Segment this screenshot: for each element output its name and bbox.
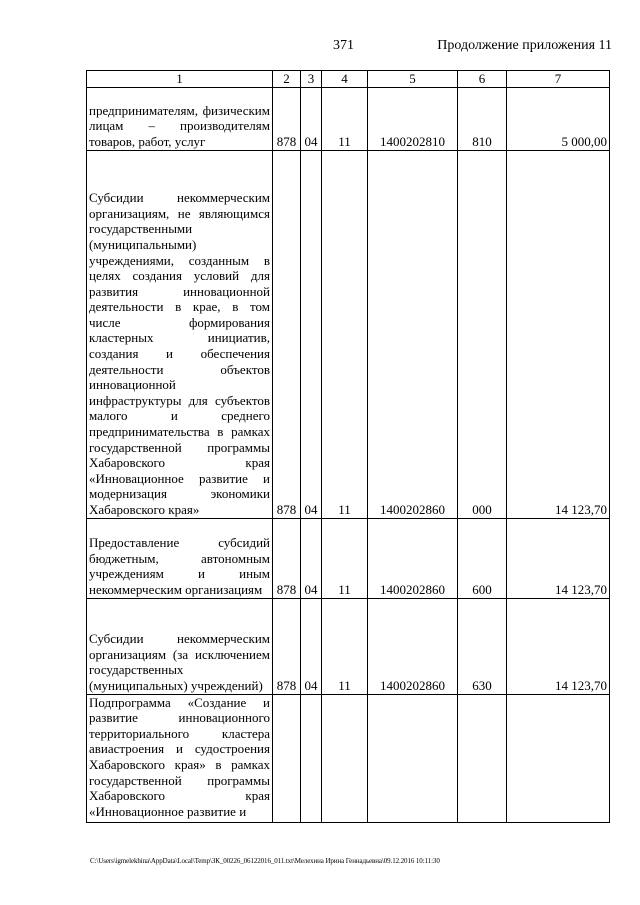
budget-table <box>86 70 610 823</box>
row-amount <box>507 694 610 822</box>
row-description: предпринимателям, физическим лицам – производителям товаров, работ, услуг <box>87 87 273 150</box>
page-number: 371 <box>333 38 354 53</box>
row-code-subsection: 11 <box>322 150 368 518</box>
row-code-ministry: 878 <box>273 518 301 598</box>
document-footer-path: C:\Users\igmelekhina\AppData\Local\Temp\ЗК_00226_06122016_011.txt\Мелехина Ирина Геннадьевна\09.12.2016 10:11:30 <box>90 857 440 865</box>
appendix-continuation-label: Продолжение приложения 11 <box>437 38 612 53</box>
row-expense-type: 600 <box>458 518 507 598</box>
row-description: Субсидии некоммерческим организациям (за исключением государственных (муниципальных) учреждений) <box>87 598 273 694</box>
page-header <box>0 38 640 58</box>
row-code-subsection: 11 <box>322 518 368 598</box>
table-row <box>87 87 610 150</box>
row-code-section: 04 <box>301 518 322 598</box>
row-code-subsection <box>322 694 368 822</box>
column-header: 6 <box>458 71 507 88</box>
row-code-subsection: 11 <box>322 598 368 694</box>
column-header: 4 <box>322 71 368 88</box>
row-expense-type: 810 <box>458 87 507 150</box>
column-header: 2 <box>273 71 301 88</box>
row-amount: 5 000,00 <box>507 87 610 150</box>
row-amount: 14 123,70 <box>507 518 610 598</box>
table-header-row <box>87 71 610 88</box>
row-target-article: 1400202860 <box>368 150 458 518</box>
row-target-article: 1400202810 <box>368 87 458 150</box>
row-code-ministry: 878 <box>273 87 301 150</box>
column-header: 5 <box>368 71 458 88</box>
row-code-subsection: 11 <box>322 87 368 150</box>
table-row <box>87 598 610 694</box>
table-row <box>87 518 610 598</box>
row-expense-type: 630 <box>458 598 507 694</box>
row-code-section <box>301 694 322 822</box>
row-code-section: 04 <box>301 598 322 694</box>
row-description: Подпрограмма «Создание и развитие инновационного территориального кластера авиастроения и судостроения Хабаровского края» в рамках государственной программы Хабаровского края «Инновационное развитие и <box>87 694 273 822</box>
table-row <box>87 150 610 518</box>
row-code-section: 04 <box>301 150 322 518</box>
column-header: 3 <box>301 71 322 88</box>
row-expense-type: 000 <box>458 150 507 518</box>
row-amount: 14 123,70 <box>507 150 610 518</box>
row-code-section: 04 <box>301 87 322 150</box>
row-expense-type <box>458 694 507 822</box>
row-description: Субсидии некоммерческим организациям, не являющимся государственными (муниципальными) учреждениями, созданным в целях создания условий для развития инновационной деятельности в крае, в том числе формирования кластерных инициатив, создания и обеспечения деятельности объектов инновационной инфраструктуры для субъектов малого и среднего предпринимательства в рамках государственной программы Хабаровского края «Инновационное развитие и модернизация экономики Хабаровского края» <box>87 150 273 518</box>
column-header: 1 <box>87 71 273 88</box>
row-description: Предоставление субсидий бюджетным, автономным учреждениям и иным некоммерческим организациям <box>87 518 273 598</box>
row-amount: 14 123,70 <box>507 598 610 694</box>
table-row <box>87 694 610 822</box>
column-header: 7 <box>507 71 610 88</box>
row-target-article <box>368 694 458 822</box>
row-code-ministry <box>273 694 301 822</box>
row-code-ministry: 878 <box>273 598 301 694</box>
row-code-ministry: 878 <box>273 150 301 518</box>
row-target-article: 1400202860 <box>368 598 458 694</box>
row-target-article: 1400202860 <box>368 518 458 598</box>
